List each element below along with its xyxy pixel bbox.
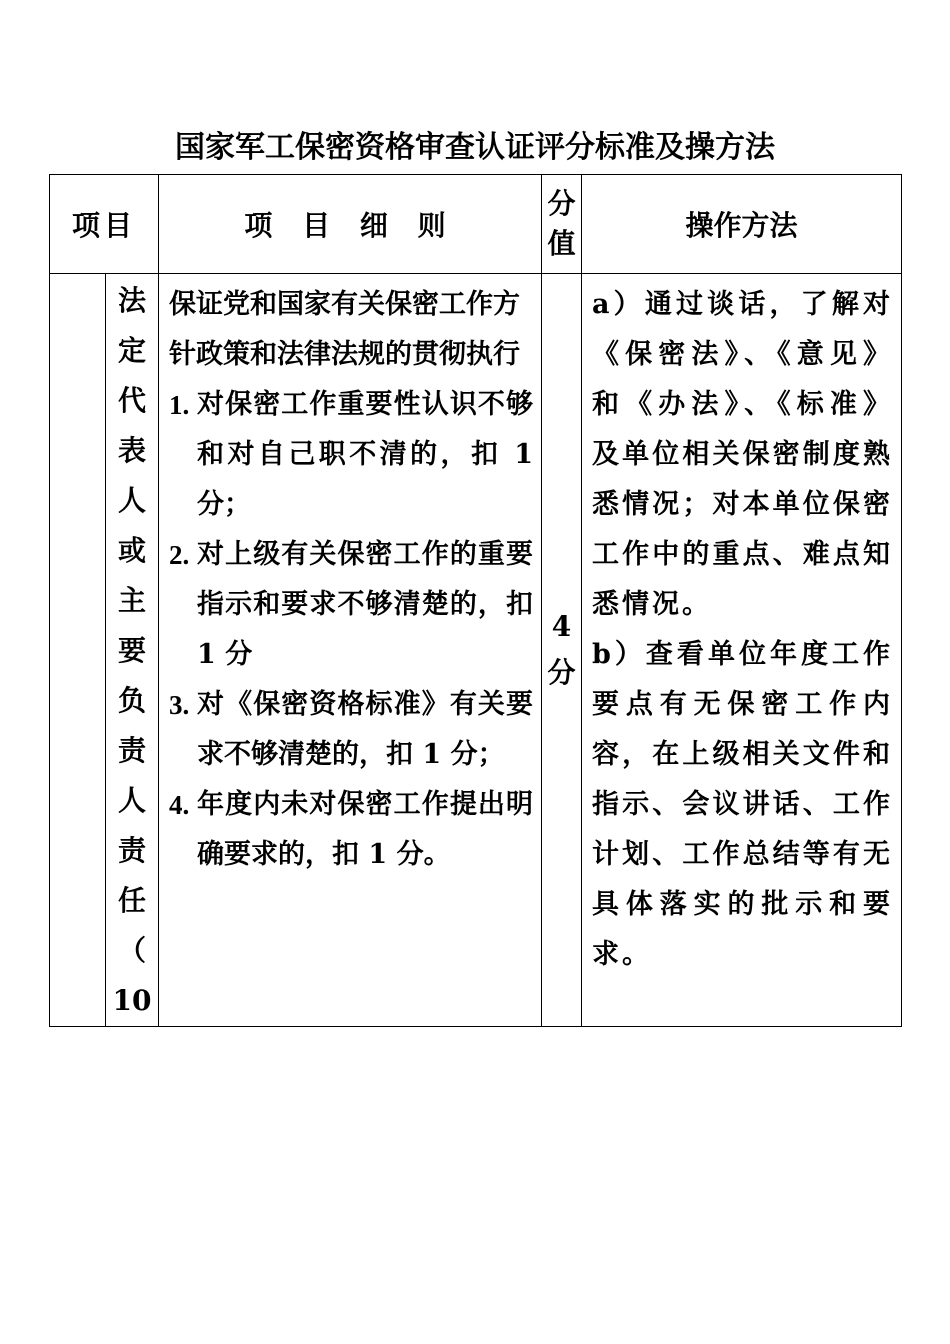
detail-item-text: 对上级有关保密工作的重要指示和要求不够清楚的，扣 1 分 bbox=[197, 539, 534, 670]
header-score bbox=[542, 175, 582, 274]
method-paragraph-b: b）查看单位年度工作要点有无保密工作内容，在上级相关文件和指示、会议讲话、工作计划、工作总结等有无具体落实的批示和要求。 bbox=[592, 639, 894, 970]
subproject-char: 10 bbox=[112, 984, 152, 1017]
subproject-char: 表 bbox=[118, 434, 147, 467]
subproject-char: 责 bbox=[118, 834, 147, 867]
subproject-char: 责 bbox=[118, 734, 147, 767]
subproject-char: 人 bbox=[118, 784, 147, 817]
score-cell bbox=[542, 274, 582, 1027]
score-value: 4 bbox=[551, 610, 572, 643]
header-score-line2: 值 bbox=[547, 227, 576, 260]
page-title: 国家军工保密资格审查认证评分标准及操方法 bbox=[175, 130, 775, 165]
table-row bbox=[50, 274, 902, 1027]
project-cell bbox=[50, 274, 106, 1027]
detail-item bbox=[169, 780, 533, 880]
subproject-cell bbox=[106, 274, 159, 1027]
detail-item-number: 2. bbox=[169, 540, 190, 570]
detail-item bbox=[169, 680, 533, 780]
detail-item-text: 对《保密资格标准》有关要求不够清楚的，扣 1 分； bbox=[197, 689, 534, 770]
subproject-char: 主 bbox=[118, 584, 147, 617]
header-method: 操作方法 bbox=[582, 175, 902, 274]
header-project: 项目 bbox=[50, 175, 159, 274]
detail-item-number: 1. bbox=[169, 390, 190, 420]
method-cell bbox=[582, 274, 902, 1027]
table-header-row bbox=[50, 175, 902, 274]
detail-cell bbox=[159, 274, 542, 1027]
detail-item-number: 3. bbox=[169, 690, 190, 720]
score-unit: 分 bbox=[547, 656, 576, 689]
detail-item-text: 对保密工作重要性认识不够和对自己职不清的，扣 1 分； bbox=[197, 389, 534, 520]
subproject-char: （ bbox=[118, 934, 147, 967]
header-score-line1: 分 bbox=[547, 187, 576, 220]
detail-item-text: 年度内未对保密工作提出明确要求的，扣 1 分。 bbox=[197, 789, 534, 870]
subproject-char: 负 bbox=[118, 684, 147, 717]
detail-item bbox=[169, 380, 533, 530]
subproject-char: 或 bbox=[118, 534, 147, 567]
subproject-char: 定 bbox=[118, 334, 147, 367]
method-paragraph-a: a）通过谈话，了解对《保密法》、《意见》和《办法》、《标准》及单位相关保密制度熟悉情况；对本单位保密工作中的重点、难点知悉情况。 bbox=[592, 289, 894, 620]
detail-item-number: 4. bbox=[169, 790, 190, 820]
detail-intro: 保证党和国家有关保密工作方针政策和法律法规的贯彻执行 bbox=[169, 289, 521, 370]
subproject-char: 代 bbox=[118, 384, 147, 417]
scoring-table bbox=[49, 174, 902, 1027]
subproject-char: 要 bbox=[118, 634, 147, 667]
subproject-char: 任 bbox=[118, 884, 147, 917]
subproject-char: 人 bbox=[118, 484, 147, 517]
detail-item bbox=[169, 530, 533, 680]
header-detail: 项 目 细 则 bbox=[159, 175, 542, 274]
subproject-char: 法 bbox=[118, 284, 147, 317]
